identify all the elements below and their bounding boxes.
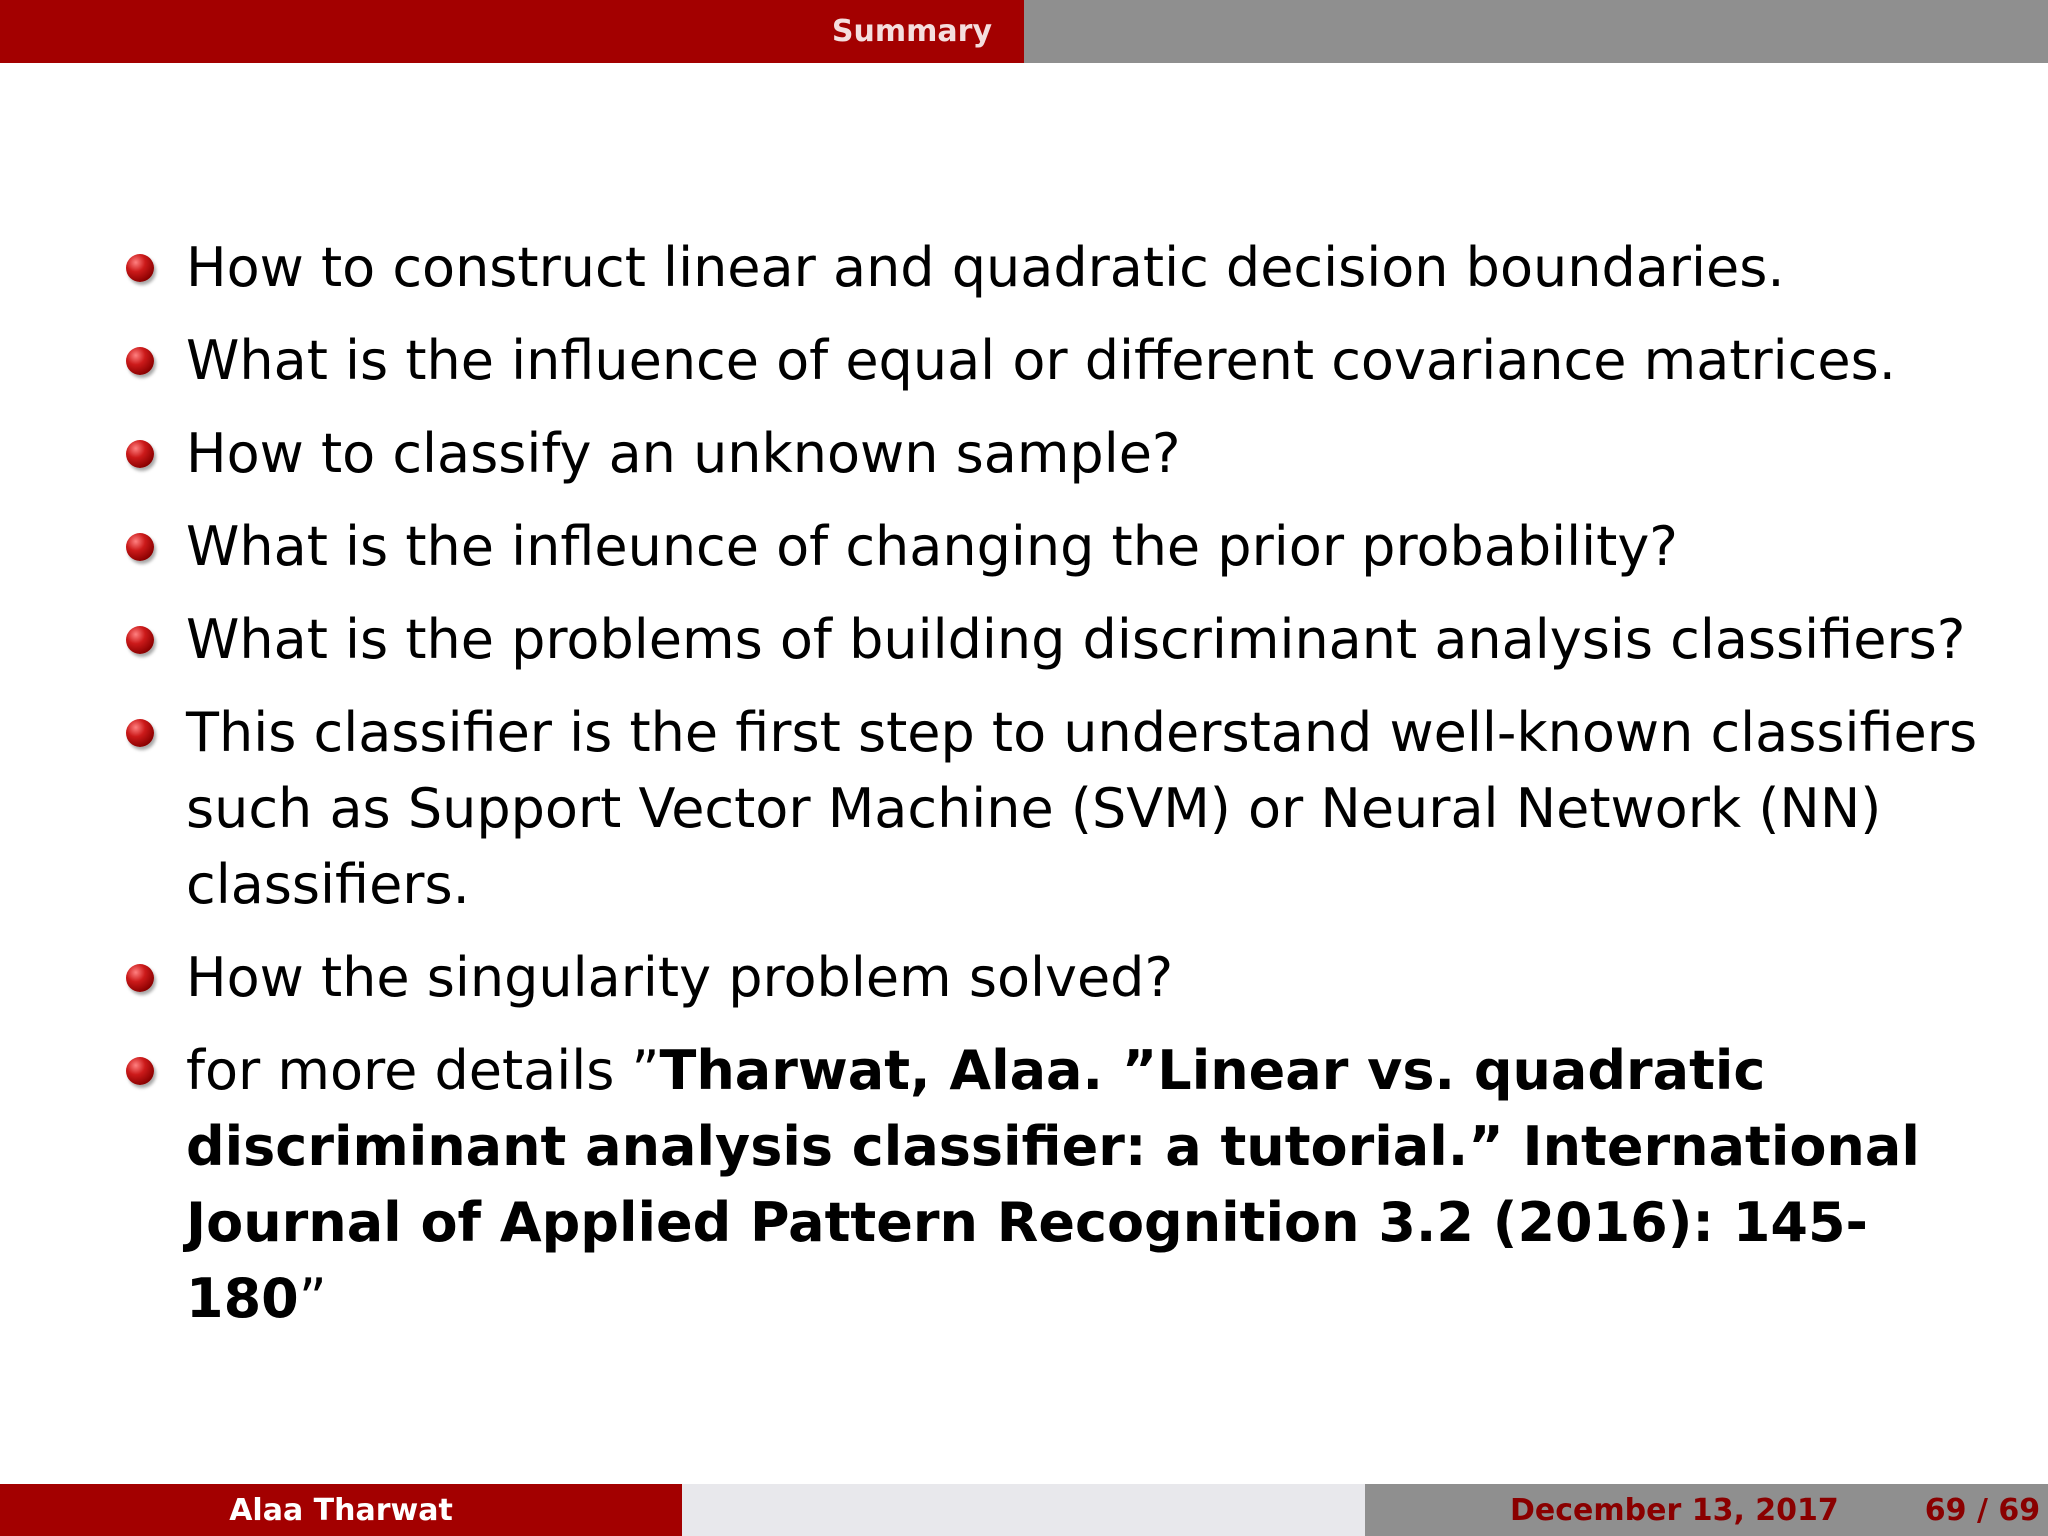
bullet-item bbox=[120, 602, 1980, 678]
reference-citation: Tharwat, Alaa. ”Linear vs. quadratic discriminant analysis classifier: a tutorial.” International Journal of Applied Pattern Recognition 3.2 (2016): 145-180 bbox=[186, 1039, 1920, 1330]
bullet-item bbox=[120, 416, 1980, 492]
footer-date-box bbox=[1365, 1484, 2048, 1536]
footer-author-box bbox=[0, 1484, 682, 1536]
reference-suffix: ” bbox=[298, 1267, 327, 1330]
bullet-ball-icon bbox=[126, 440, 154, 468]
bullet-text: How the singularity problem solved? bbox=[186, 946, 1174, 1009]
bullet-item bbox=[120, 509, 1980, 585]
slide-content bbox=[120, 230, 1980, 1354]
bullet-text: What is the infleunce of changing the prior probability? bbox=[186, 515, 1678, 578]
footer-date: December 13, 2017 bbox=[1510, 1492, 1839, 1528]
bullet-text: This classifier is the first step to understand well-known classifiers such as Support Vector Machine (SVM) or Neural Network (NN) classifiers. bbox=[186, 701, 1978, 916]
bullet-text: What is the problems of building discriminant analysis classifiers? bbox=[186, 608, 1966, 671]
bullet-ball-icon bbox=[126, 964, 154, 992]
bullet-text: What is the influence of equal or different covariance matrices. bbox=[186, 329, 1896, 392]
slide-footer bbox=[0, 1484, 2048, 1536]
bullet-ball-icon bbox=[126, 347, 154, 375]
reference-item bbox=[120, 1033, 1980, 1337]
bullet-item bbox=[120, 323, 1980, 399]
bullet-text: How to classify an unknown sample? bbox=[186, 422, 1181, 485]
bullet-ball-icon bbox=[126, 254, 154, 282]
bullet-ball-icon bbox=[126, 1057, 154, 1085]
bullet-item bbox=[120, 230, 1980, 306]
bullet-ball-icon bbox=[126, 719, 154, 747]
bullet-ball-icon bbox=[126, 626, 154, 654]
section-title: Summary bbox=[831, 14, 992, 49]
page-number: 69 / 69 bbox=[1924, 1492, 2041, 1528]
slide-header bbox=[0, 0, 2048, 63]
header-section-bar bbox=[1024, 0, 2048, 63]
bullet-ball-icon bbox=[126, 533, 154, 561]
bullet-text: How to construct linear and quadratic decision boundaries. bbox=[186, 236, 1785, 299]
header-section-active[interactable] bbox=[0, 0, 1024, 63]
bullet-item bbox=[120, 695, 1980, 923]
footer-author: Alaa Tharwat bbox=[229, 1492, 453, 1528]
bullet-item bbox=[120, 940, 1980, 1016]
reference-prefix: for more details ” bbox=[186, 1039, 660, 1102]
footer-title-box bbox=[682, 1484, 1365, 1536]
